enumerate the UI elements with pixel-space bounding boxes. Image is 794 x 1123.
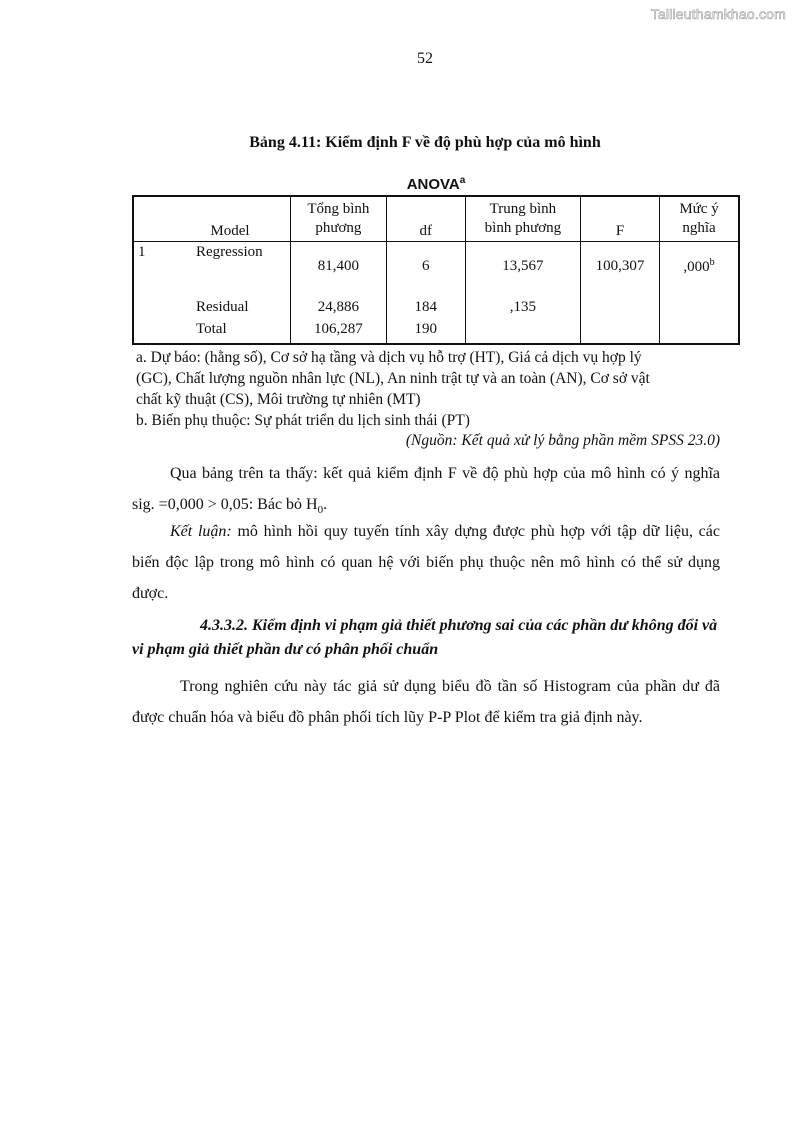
cell-sig [660, 286, 740, 316]
model-number: 1 [133, 242, 192, 286]
note-a-line3: chất kỹ thuật (CS), Môi trường tự nhiên (MT) [136, 391, 421, 408]
header-significance: Mức ý nghĩa [660, 196, 740, 242]
sig-superscript: b [709, 257, 715, 269]
table-row-residual [133, 286, 739, 316]
paragraph-histogram: Trong nghiên cứu này tác giả sử dụng biểu đồ tần số Histogram của phần dư đã được chuẩn hóa và biểu đồ phân phối tích lũy P-P Plot để kiểm tra giả định này. [132, 678, 720, 726]
note-b: b. Biến phụ thuộc: Sự phát triển du lịch sinh thái (PT) [136, 412, 470, 429]
row-name: Regression [196, 244, 263, 260]
cell-ms [465, 316, 580, 344]
note-a-line2: (GC), Chất lượng nguồn nhân lực (NL), An ninh trật tự và an toàn (AN), Cơ sở vật [136, 370, 650, 387]
cell-df: 190 [386, 316, 465, 344]
cell-ss: 81,400 [291, 242, 387, 286]
header-model: Model [133, 196, 291, 242]
section-heading: 4.3.3.2. Kiểm định vi phạm giả thiết phương sai của các phần dư không đổi và vi phạm giả thiết phần dư có phân phối chuẩn [132, 617, 718, 658]
header-f: F [581, 196, 660, 242]
anova-title: ANOVA$^a$ [406, 175, 466, 193]
table-row-regression [133, 242, 739, 286]
row-name: Total [192, 316, 291, 344]
page-number: 52 [417, 50, 433, 67]
cell-f: 100,307 [581, 242, 660, 286]
paragraph-ket-luan: Kết luận: mô hình hồi quy tuyến tính xây dựng được phù hợp với tập dữ liệu, các biến độc lập trong mô hình có quan hệ với biến phụ thuộc nên mô hình có thể sử dụng được. [132, 523, 720, 602]
anova-table [132, 195, 740, 345]
cell-ms: ,135 [465, 286, 580, 316]
subscript: 0 [317, 504, 324, 517]
note-a-line1: a. Dự báo: (hằng số), Cơ sở hạ tầng và dịch vụ hỗ trợ (HT), Giá cả dịch vụ hợp lý [136, 349, 642, 366]
header-df: df [386, 196, 465, 242]
cell-sig [660, 316, 740, 344]
header-mean-square: Trung bình bình phương [465, 196, 580, 242]
cell-df: 184 [386, 286, 465, 316]
ket-luan-label: Kết luận: [170, 523, 232, 540]
table-row-total [133, 316, 739, 344]
cell-ss: 106,287 [291, 316, 387, 344]
cell-ss: 24,886 [291, 286, 387, 316]
paragraph-conclusion-f-test: Qua bảng trên ta thấy: kết quả kiểm định F về độ phù hợp của mô hình có ý nghĩa sig. =0,000 > 0,05: Bác bỏ $H_0$. [132, 465, 720, 517]
header-sum-of-squares: Tổng bình phương [291, 196, 387, 242]
table-notes [136, 347, 736, 431]
cell-f [581, 286, 660, 316]
table-caption: Bảng 4.11: Kiểm định F về độ phù hợp của mô hình [249, 134, 601, 151]
cell-df: 6 [386, 242, 465, 286]
watermark: Tailieuthamkhao.com [650, 6, 786, 22]
source-note: (Nguồn: Kết quả xử lý bằng phần mềm SPSS 23.0) [405, 432, 720, 449]
cell-f [581, 316, 660, 344]
row-name: Residual [196, 298, 249, 315]
cell-sig: ,000$^b$ [660, 242, 740, 286]
cell-ms: 13,567 [465, 242, 580, 286]
anova-title-superscript: a [459, 175, 466, 186]
